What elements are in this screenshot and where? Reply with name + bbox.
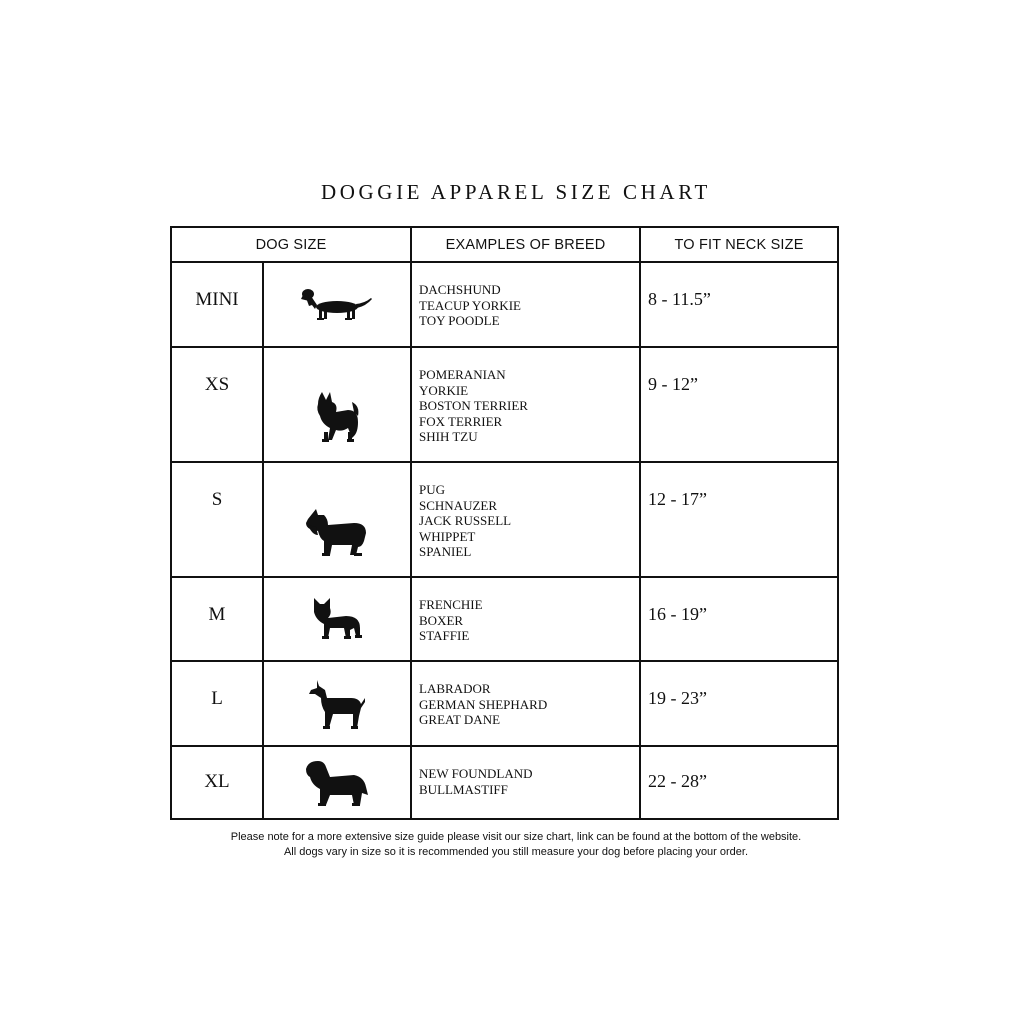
neck-size-value: 12 - 17” <box>648 489 707 509</box>
breed-item: JACK RUSSELL <box>419 513 512 529</box>
dog-icon-cell <box>263 661 411 746</box>
dog-icon-cell <box>263 262 411 347</box>
breed-examples-cell <box>411 347 640 462</box>
newfoundland-icon <box>304 759 370 807</box>
size-chart-table <box>170 226 839 820</box>
table-row <box>171 577 838 661</box>
french-bulldog-icon <box>310 596 364 642</box>
table-row <box>171 661 838 746</box>
neck-size-cell <box>640 661 838 746</box>
size-cell <box>171 746 263 819</box>
neck-size-value: 9 - 12” <box>648 374 698 394</box>
neck-size-cell <box>640 262 838 347</box>
table-header-row <box>171 227 838 262</box>
size-label: L <box>211 688 223 709</box>
breed-item: SPANIEL <box>419 544 472 560</box>
table-row <box>171 262 838 347</box>
breed-item: POMERANIAN <box>419 367 506 382</box>
breed-item: GREAT DANE <box>419 712 501 728</box>
breed-item: FRENCHIE <box>419 597 483 612</box>
footnote-line: Please note for a more extensive size guide please visit our size chart, link can be found at the bottom of the website. <box>230 831 802 843</box>
dog-icon-cell <box>263 462 411 577</box>
breed-item: FOX TERRIER <box>419 413 503 429</box>
dog-icon-cell <box>263 746 411 819</box>
breed-item: NEW FOUNDLAND <box>419 766 533 781</box>
neck-size-cell <box>640 347 838 462</box>
yorkie-icon <box>312 388 362 444</box>
dog-icon-cell <box>263 577 411 661</box>
size-label: XS <box>204 374 230 395</box>
dachshund-icon <box>299 285 375 325</box>
breed-item: DACHSHUND <box>419 282 501 297</box>
size-label: S <box>211 489 223 510</box>
breed-item: LABRADOR <box>419 681 491 696</box>
size-cell <box>171 262 263 347</box>
breed-examples-cell <box>411 462 640 577</box>
breed-item: WHIPPET <box>419 528 476 544</box>
great-dane-icon <box>307 678 367 730</box>
schnauzer-icon <box>304 505 370 557</box>
dog-icon-cell <box>263 347 411 462</box>
breed-item: PUG <box>419 482 446 497</box>
breed-item: TOY POODLE <box>419 313 500 329</box>
neck-size-value: 8 - 11.5” <box>648 289 711 309</box>
neck-size-cell <box>640 746 838 819</box>
size-label: XL <box>204 771 230 792</box>
breed-examples-cell <box>411 661 640 746</box>
size-cell <box>171 347 263 462</box>
breed-item: BOSTON TERRIER <box>419 398 528 414</box>
footnote <box>0 830 1032 860</box>
size-cell <box>171 462 263 577</box>
header-dog-size: DOG SIZE <box>171 227 411 262</box>
breed-item: STAFFIE <box>419 628 470 644</box>
header-examples-of-breed: EXAMPLES OF BREED <box>411 227 640 262</box>
table-row <box>171 462 838 577</box>
breed-item: SHIH TZU <box>419 429 478 445</box>
neck-size-value: 16 - 19” <box>648 604 707 624</box>
breed-item: SCHNAUZER <box>419 497 498 513</box>
table-row <box>171 347 838 462</box>
breed-item: BULLMASTIFF <box>419 781 508 797</box>
breed-item: GERMAN SHEPHARD <box>419 696 548 712</box>
neck-size-value: 19 - 23” <box>648 688 707 708</box>
size-label: M <box>208 604 226 625</box>
size-cell <box>171 577 263 661</box>
breed-item: YORKIE <box>419 382 469 398</box>
chart-title: DOGGIE APPAREL SIZE CHART <box>321 180 711 204</box>
neck-size-value: 22 - 28” <box>648 771 707 791</box>
breed-item: TEACUP YORKIE <box>419 297 521 313</box>
neck-size-cell <box>640 577 838 661</box>
size-label: MINI <box>195 289 239 310</box>
header-neck-size: TO FIT NECK SIZE <box>640 227 838 262</box>
size-cell <box>171 661 263 746</box>
breed-examples-cell <box>411 577 640 661</box>
breed-examples-cell <box>411 746 640 819</box>
breed-item: BOXER <box>419 612 464 628</box>
neck-size-cell <box>640 462 838 577</box>
table-row <box>171 746 838 819</box>
footnote-line: All dogs vary in size so it is recommended you still measure your dog before placing your order. <box>283 846 749 858</box>
breed-examples-cell <box>411 262 640 347</box>
